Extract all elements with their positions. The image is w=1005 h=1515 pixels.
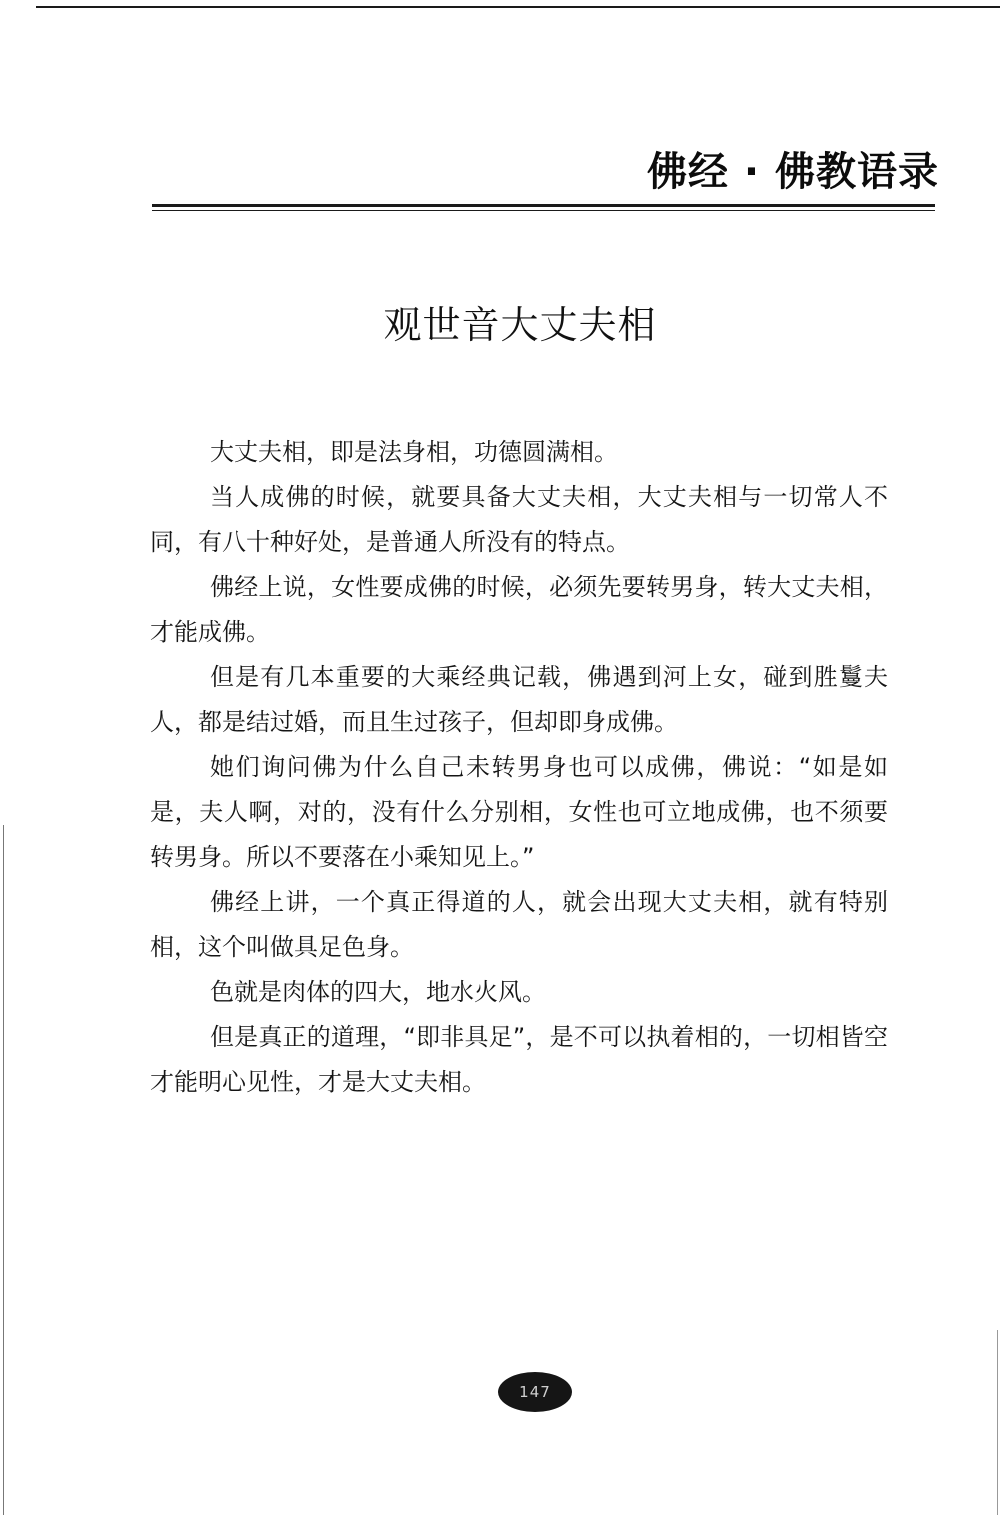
running-header-title: 佛经 · 佛教语录 xyxy=(646,149,939,195)
page-number-badge xyxy=(498,1372,572,1412)
header-rule-thin xyxy=(152,210,935,211)
left-scan-edge xyxy=(3,825,4,1515)
article-body xyxy=(150,430,888,1105)
article-title: 观世音大丈夫相 xyxy=(383,303,657,347)
paragraph: 色就是肉体的四大，地水火风。 xyxy=(210,978,546,1006)
paragraph: 但是真正的道理，“即非具足”，是不可以执着相的，一切相皆空才能明心见性，才是大丈夫相。 xyxy=(150,1023,888,1096)
top-border-rule xyxy=(36,6,1000,8)
header-rule-thick xyxy=(152,204,935,207)
page-number: 147 xyxy=(519,1383,551,1401)
paragraph: 当人成佛的时候，就要具备大丈夫相，大丈夫相与一切常人不同，有八十种好处，是普通人所没有的特点。 xyxy=(150,483,888,556)
paragraph: 她们询问佛为什么自己未转男身也可以成佛，佛说：“如是如是，夫人啊，对的，没有什么分别相，女性也可立地成佛，也不须要转男身。所以不要落在小乘知见上。” xyxy=(150,753,888,871)
paragraph: 但是有几本重要的大乘经典记载，佛遇到河上女，碰到胜鬘夫人，都是结过婚，而且生过孩子，但却即身成佛。 xyxy=(150,663,888,736)
paragraph: 佛经上说，女性要成佛的时候，必须先要转男身，转大丈夫相，才能成佛。 xyxy=(150,573,888,646)
paragraph: 佛经上讲，一个真正得道的人，就会出现大丈夫相，就有特别相，这个叫做具足色身。 xyxy=(150,888,888,961)
paragraph: 大丈夫相，即是法身相，功德圆满相。 xyxy=(210,438,618,466)
right-scan-edge xyxy=(997,1330,998,1515)
